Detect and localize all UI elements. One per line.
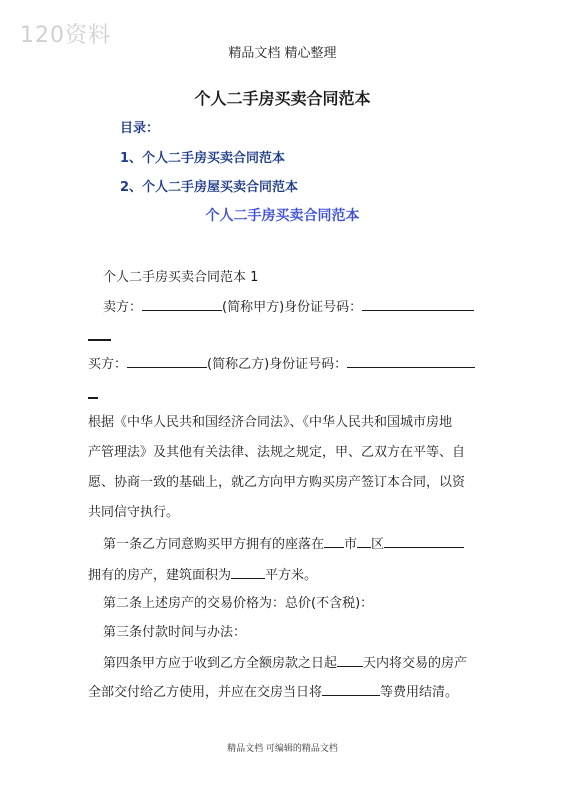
article-4-text-cont: 天内将交易的房产 [363,656,468,671]
seller-name-blank [142,297,222,311]
buyer-line [88,353,475,372]
fees-settled-text: 等费用结清。 [380,685,459,700]
fees-blank [322,682,380,696]
toc-heading: 目录： [120,121,160,136]
preamble-line-1: 根据《中华人民共和国经济合同法》、《中华人民共和国城市房地 [88,415,453,430]
watermark: 120资料 [20,23,111,48]
seller-id-blank [362,297,474,311]
contract-subtitle: 个人二手房买卖合同范本 1 [103,270,259,285]
city-label: 市 [344,537,358,552]
toc-item-2[interactable]: 2、个人二手房屋买卖合同范本 [120,180,299,195]
article-4-text: 第四条甲方应于收到乙方全额房款之日起 [103,656,338,671]
area-label: 拥有的房产，建筑面积为 [88,568,232,583]
article-2: 第二条上述房产的交易价格为：总价(不含税)： [103,596,374,611]
district-blank [357,534,371,548]
handover-text: 全部交付给乙方使用，并应在交房当日将 [88,685,323,700]
preamble-line-2: 产管理法》及其他有关法律、法规之规定，甲、乙双方在平等、自 [88,445,466,460]
buyer-label: 买方： [88,357,128,372]
preamble-line-4: 共同信守执行。 [88,505,180,520]
district-label: 区 [371,537,385,552]
seller-label: 卖方： [103,300,143,315]
seller-id-label: (简称甲方)身份证号码： [222,300,363,315]
seller-line [103,296,474,315]
area-blank [231,565,265,579]
document-title: 个人二手房买卖合同范本 [194,89,371,108]
seller-id-blank-continued [88,339,111,341]
area-unit: 平方米。 [265,568,318,583]
preamble-line-3: 愿、协商一致的基础上，就乙方向甲方购买房产签订本合同，以资 [88,475,466,490]
article-4-line-1 [103,652,467,671]
article-1-text: 第一条乙方同意购买甲方拥有的座落在 [103,537,325,552]
buyer-name-blank [127,354,207,368]
page-footer: 精品文档 可编辑的精品文档 [227,744,338,754]
toc-item-1[interactable]: 1、个人二手房买卖合同范本 [120,151,286,166]
buyer-id-label: (简称乙方)身份证号码： [207,357,348,372]
article-1-line-2 [88,564,317,583]
article-4-line-2 [88,681,458,700]
article-1-line-1 [103,533,464,552]
section-title: 个人二手房买卖合同范本 [205,208,360,224]
city-blank [324,534,344,548]
article-3: 第三条付款时间与办法： [103,625,247,640]
page-header: 精品文档 精心整理 [228,46,337,61]
buyer-id-blank [347,354,475,368]
address-blank [384,534,464,548]
buyer-id-blank-continued [88,397,98,399]
days-blank [337,653,363,667]
